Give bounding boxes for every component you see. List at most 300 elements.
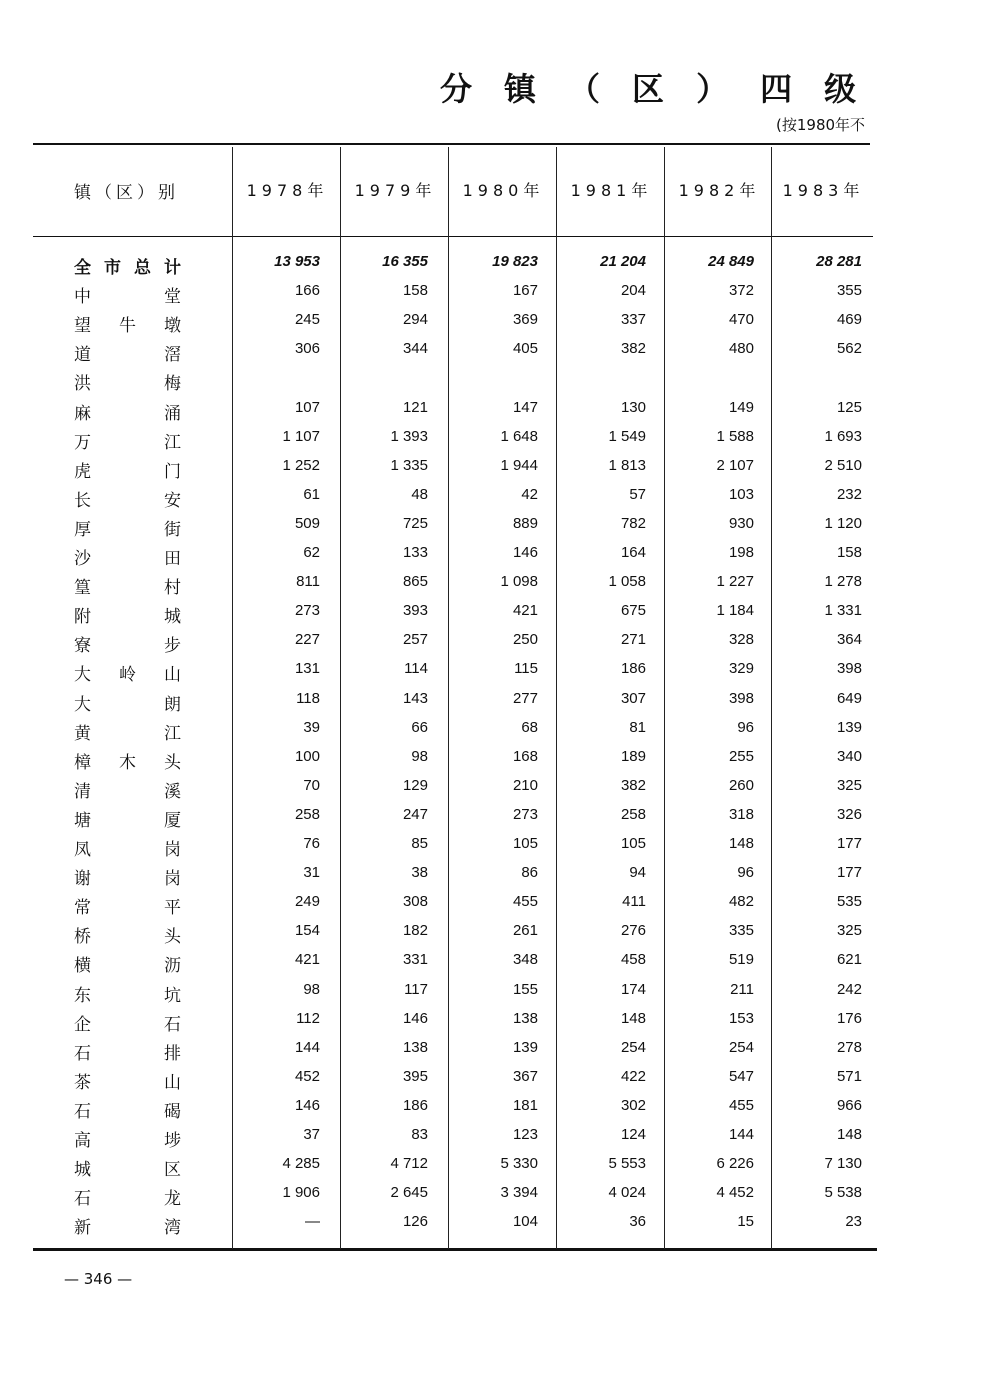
title-char: 四 xyxy=(760,70,795,108)
table-row xyxy=(0,369,1000,393)
title-char: 镇 xyxy=(504,70,539,108)
cell-value: 367 xyxy=(512,1068,538,1085)
row-name-char: 东 xyxy=(74,986,91,1006)
cell-value: 242 xyxy=(836,981,862,998)
cell-value: 273 xyxy=(512,806,538,823)
row-name-char: 区 xyxy=(164,1160,181,1180)
cell-value: 166 xyxy=(294,282,320,299)
cell-value: 455 xyxy=(512,893,538,910)
cell-value: 124 xyxy=(620,1126,646,1143)
row-name xyxy=(74,399,182,423)
cell-value: 278 xyxy=(836,1039,862,1056)
cell-value: 158 xyxy=(402,282,428,299)
row-name-char: 谢 xyxy=(74,869,91,889)
row-name xyxy=(74,864,182,888)
row-name-char: 望 xyxy=(74,316,91,336)
row-name-char: 厦 xyxy=(164,811,181,831)
row-name xyxy=(74,457,182,481)
cell-value: 2 645 xyxy=(390,1184,428,1201)
cell-value: 168 xyxy=(512,748,538,765)
table-row xyxy=(0,399,1000,423)
cell-value: 469 xyxy=(836,311,862,328)
row-name xyxy=(74,660,182,684)
row-name-char: 头 xyxy=(164,753,181,773)
cell-value: 2 107 xyxy=(716,457,754,474)
row-name-char: 山 xyxy=(164,1073,181,1093)
cell-value: 144 xyxy=(294,1039,320,1056)
cell-value: 535 xyxy=(836,893,862,910)
cell-value: 470 xyxy=(728,311,754,328)
cell-value: 94 xyxy=(629,864,646,881)
cell-value: 455 xyxy=(728,1097,754,1114)
row-name-char: 步 xyxy=(164,636,181,656)
cell-value: 452 xyxy=(294,1068,320,1085)
table-row xyxy=(0,544,1000,568)
cell-value: 6 226 xyxy=(716,1155,754,1172)
table-row xyxy=(0,893,1000,917)
row-name-char: 厚 xyxy=(74,520,91,540)
row-name-char: 岗 xyxy=(164,840,181,860)
cell-value: 4 712 xyxy=(390,1155,428,1172)
table-bottom-rule xyxy=(33,1248,877,1251)
cell-value: 144 xyxy=(728,1126,754,1143)
cell-value: 13 953 xyxy=(274,253,320,270)
cell-value: 307 xyxy=(620,690,646,707)
cell-value: 571 xyxy=(836,1068,862,1085)
cell-value: 1 648 xyxy=(500,428,538,445)
cell-value: 547 xyxy=(728,1068,754,1085)
cell-value: 7 130 xyxy=(824,1155,862,1172)
column-header-year: 1982年 xyxy=(678,181,761,200)
cell-value: 105 xyxy=(512,835,538,852)
cell-value: 276 xyxy=(620,922,646,939)
cell-value: 258 xyxy=(294,806,320,823)
cell-value: 62 xyxy=(303,544,320,561)
table-row xyxy=(0,428,1000,452)
column-header-year: 1979年 xyxy=(354,181,437,200)
cell-value: 39 xyxy=(303,719,320,736)
table-row xyxy=(0,486,1000,510)
row-name-char: 村 xyxy=(164,578,181,598)
cell-value: 167 xyxy=(512,282,538,299)
table-row xyxy=(0,922,1000,946)
cell-value: 148 xyxy=(620,1010,646,1027)
row-name-char: 寮 xyxy=(74,636,91,656)
cell-value: 117 xyxy=(404,981,428,998)
row-name-char: 塘 xyxy=(74,811,91,831)
cell-value: 182 xyxy=(402,922,428,939)
cell-value: 966 xyxy=(836,1097,862,1114)
page-number: — 346 — xyxy=(64,1270,133,1288)
cell-value: 100 xyxy=(294,748,320,765)
cell-value: 1 107 xyxy=(282,428,320,445)
cell-value: 326 xyxy=(836,806,862,823)
cell-value: — xyxy=(305,1213,320,1230)
row-name xyxy=(74,690,182,714)
row-name xyxy=(74,748,182,772)
table-row xyxy=(0,1126,1000,1150)
cell-value: 325 xyxy=(836,777,862,794)
table-row xyxy=(0,864,1000,888)
cell-value: 38 xyxy=(411,864,428,881)
cell-value: 344 xyxy=(402,340,428,357)
cell-value: 480 xyxy=(728,340,754,357)
cell-value: 148 xyxy=(836,1126,862,1143)
cell-value: 811 xyxy=(296,573,320,590)
row-name-char: 清 xyxy=(74,782,91,802)
cell-value: 482 xyxy=(728,893,754,910)
cell-value: 277 xyxy=(512,690,538,707)
cell-value: 155 xyxy=(512,981,538,998)
row-name xyxy=(74,1097,182,1121)
row-name xyxy=(74,253,182,277)
row-name-char: 石 xyxy=(74,1102,91,1122)
cell-value: 143 xyxy=(402,690,428,707)
cell-value: 382 xyxy=(620,340,646,357)
cell-value: 16 355 xyxy=(382,253,428,270)
row-name-char: 黄 xyxy=(74,724,91,744)
row-name-char: 虎 xyxy=(74,462,91,482)
cell-value: 458 xyxy=(620,951,646,968)
cell-value: 121 xyxy=(402,399,428,416)
row-name-char: 茶 xyxy=(74,1073,91,1093)
cell-value: 118 xyxy=(296,690,320,707)
row-name-char: 企 xyxy=(74,1015,91,1035)
cell-value: 395 xyxy=(402,1068,428,1085)
cell-value: 306 xyxy=(294,340,320,357)
cell-value: 37 xyxy=(303,1126,320,1143)
row-name-char: 石 xyxy=(74,1189,91,1209)
cell-value: 337 xyxy=(620,311,646,328)
cell-value: 139 xyxy=(836,719,862,736)
table-row xyxy=(0,981,1000,1005)
cell-value: 81 xyxy=(629,719,646,736)
table-row xyxy=(0,1213,1000,1237)
cell-value: 189 xyxy=(620,748,646,765)
cell-value: 930 xyxy=(728,515,754,532)
cell-value: 210 xyxy=(512,777,538,794)
cell-value: 1 184 xyxy=(716,602,754,619)
table-row xyxy=(0,1039,1000,1063)
row-name xyxy=(74,1068,182,1092)
row-name-char: 安 xyxy=(164,491,181,511)
cell-value: 4 285 xyxy=(282,1155,320,1172)
row-name-char: 总 xyxy=(134,258,151,278)
cell-value: 19 823 xyxy=(492,253,538,270)
table-row xyxy=(0,515,1000,539)
cell-value: 254 xyxy=(728,1039,754,1056)
row-name xyxy=(74,311,182,335)
cell-value: 126 xyxy=(402,1213,428,1230)
column-header-year: 1978年 xyxy=(246,181,329,200)
cell-value: 1 693 xyxy=(824,428,862,445)
cell-value: 340 xyxy=(836,748,862,765)
row-name-char: 梅 xyxy=(164,374,181,394)
cell-value: 114 xyxy=(404,660,428,677)
cell-value: 1 252 xyxy=(282,457,320,474)
cell-value: 4 024 xyxy=(608,1184,646,1201)
row-name-char: 洪 xyxy=(74,374,91,394)
total-row xyxy=(0,253,1000,277)
cell-value: 355 xyxy=(836,282,862,299)
row-name-char: 堂 xyxy=(164,287,181,307)
cell-value: 176 xyxy=(836,1010,862,1027)
cell-value: 66 xyxy=(411,719,428,736)
cell-value: 245 xyxy=(294,311,320,328)
cell-value: 5 330 xyxy=(500,1155,538,1172)
cell-value: 138 xyxy=(402,1039,428,1056)
cell-value: 302 xyxy=(620,1097,646,1114)
header-divider xyxy=(33,236,873,237)
cell-value: 725 xyxy=(402,515,428,532)
row-name-char: 长 xyxy=(74,491,91,511)
table-row xyxy=(0,1155,1000,1179)
cell-value: 105 xyxy=(620,835,646,852)
cell-value: 1 120 xyxy=(824,515,862,532)
cell-value: 328 xyxy=(728,631,754,648)
cell-value: 148 xyxy=(728,835,754,852)
cell-value: 198 xyxy=(728,544,754,561)
row-name-char: 计 xyxy=(164,258,181,278)
cell-value: 271 xyxy=(620,631,646,648)
table-row xyxy=(0,1068,1000,1092)
cell-value: 112 xyxy=(296,1010,320,1027)
row-name-char: 排 xyxy=(164,1044,181,1064)
row-name-char: 万 xyxy=(74,433,91,453)
cell-value: 5 553 xyxy=(608,1155,646,1172)
row-name-char: 门 xyxy=(164,462,181,482)
table-row xyxy=(0,282,1000,306)
page-subtitle: (按1980年不 xyxy=(776,116,866,134)
row-name-char: 城 xyxy=(164,607,181,627)
cell-value: 364 xyxy=(836,631,862,648)
table-row xyxy=(0,690,1000,714)
cell-value: 422 xyxy=(620,1068,646,1085)
table-row xyxy=(0,951,1000,975)
cell-value: 15 xyxy=(737,1213,754,1230)
cell-value: 177 xyxy=(836,864,862,881)
cell-value: 519 xyxy=(728,951,754,968)
table-row xyxy=(0,748,1000,772)
cell-value: 146 xyxy=(512,544,538,561)
cell-value: 308 xyxy=(402,893,428,910)
cell-value: 398 xyxy=(728,690,754,707)
row-name-char: 岗 xyxy=(164,869,181,889)
cell-value: 405 xyxy=(512,340,538,357)
row-name-char: 横 xyxy=(74,956,91,976)
cell-value: 675 xyxy=(620,602,646,619)
cell-value: 149 xyxy=(728,399,754,416)
cell-value: 335 xyxy=(728,922,754,939)
cell-value: 258 xyxy=(620,806,646,823)
cell-value: 1 098 xyxy=(500,573,538,590)
row-name-char: 涌 xyxy=(164,404,181,424)
cell-value: 255 xyxy=(728,748,754,765)
row-name xyxy=(74,515,182,539)
column-header-year: 1980年 xyxy=(462,181,545,200)
row-name-char: 江 xyxy=(164,724,181,744)
cell-value: 158 xyxy=(836,544,862,561)
table-row xyxy=(0,806,1000,830)
row-name xyxy=(74,1184,182,1208)
table-row xyxy=(0,573,1000,597)
cell-value: 1 393 xyxy=(390,428,428,445)
row-name-char: 沙 xyxy=(74,549,91,569)
row-name-char: 碣 xyxy=(164,1102,181,1122)
cell-value: 1 813 xyxy=(608,457,646,474)
row-name-char: 街 xyxy=(164,520,181,540)
row-name-char: 江 xyxy=(164,433,181,453)
row-name-char: 龙 xyxy=(164,1189,181,1209)
cell-value: 131 xyxy=(294,660,320,677)
row-name xyxy=(74,1039,182,1063)
cell-value: 4 452 xyxy=(716,1184,754,1201)
cell-value: 621 xyxy=(836,951,862,968)
cell-value: 61 xyxy=(303,486,320,503)
cell-value: 411 xyxy=(622,893,646,910)
cell-value: 261 xyxy=(512,922,538,939)
cell-value: 70 xyxy=(303,777,320,794)
cell-value: 23 xyxy=(845,1213,862,1230)
cell-value: 139 xyxy=(512,1039,538,1056)
cell-value: 1 278 xyxy=(824,573,862,590)
table-row xyxy=(0,719,1000,743)
column-header-year: 1983年 xyxy=(782,181,865,200)
cell-value: 181 xyxy=(512,1097,538,1114)
cell-value: 421 xyxy=(294,951,320,968)
row-name-char: 木 xyxy=(119,753,136,773)
cell-value: 138 xyxy=(512,1010,538,1027)
column-header-district: 镇（区）别 xyxy=(74,183,179,203)
row-name xyxy=(74,573,182,597)
table-row xyxy=(0,1010,1000,1034)
cell-value: 24 849 xyxy=(708,253,754,270)
cell-value: 649 xyxy=(836,690,862,707)
cell-value: 177 xyxy=(836,835,862,852)
cell-value: 1 227 xyxy=(716,573,754,590)
cell-value: 36 xyxy=(629,1213,646,1230)
cell-value: 562 xyxy=(836,340,862,357)
cell-value: 186 xyxy=(620,660,646,677)
row-name-char: 附 xyxy=(74,607,91,627)
row-name xyxy=(74,806,182,830)
row-name-char: 全 xyxy=(74,258,91,278)
cell-value: 186 xyxy=(402,1097,428,1114)
row-name-char: 篁 xyxy=(74,578,91,598)
table-top-rule xyxy=(33,143,870,145)
title-char: 级 xyxy=(824,70,859,108)
cell-value: 331 xyxy=(402,951,428,968)
cell-value: 865 xyxy=(402,573,428,590)
cell-value: 123 xyxy=(512,1126,538,1143)
cell-value: 174 xyxy=(620,981,646,998)
cell-value: 372 xyxy=(728,282,754,299)
cell-value: 3 394 xyxy=(500,1184,538,1201)
cell-value: 227 xyxy=(294,631,320,648)
cell-value: 146 xyxy=(294,1097,320,1114)
cell-value: 211 xyxy=(730,981,754,998)
cell-value: 509 xyxy=(294,515,320,532)
cell-value: 318 xyxy=(728,806,754,823)
cell-value: 129 xyxy=(402,777,428,794)
title-char: ） xyxy=(696,70,731,108)
row-name xyxy=(74,631,182,655)
cell-value: 48 xyxy=(411,486,428,503)
row-name xyxy=(74,602,182,626)
table-row xyxy=(0,340,1000,364)
cell-value: 21 204 xyxy=(600,253,646,270)
cell-value: 1 335 xyxy=(390,457,428,474)
row-name-char: 常 xyxy=(74,898,91,918)
row-name-char: 坑 xyxy=(164,986,181,1006)
row-name-char: 城 xyxy=(74,1160,91,1180)
row-name-char: 墩 xyxy=(164,316,181,336)
cell-value: 294 xyxy=(402,311,428,328)
title-char: （ xyxy=(568,70,603,108)
cell-value: 76 xyxy=(303,835,320,852)
table-row xyxy=(0,311,1000,335)
cell-value: 382 xyxy=(620,777,646,794)
table-row xyxy=(0,835,1000,859)
cell-value: 398 xyxy=(836,660,862,677)
row-name-char: 埗 xyxy=(164,1131,181,1151)
cell-value: 2 510 xyxy=(824,457,862,474)
cell-value: 260 xyxy=(728,777,754,794)
row-name-char: 湾 xyxy=(164,1218,181,1238)
row-name-char: 头 xyxy=(164,927,181,947)
cell-value: 133 xyxy=(402,544,428,561)
cell-value: 5 538 xyxy=(824,1184,862,1201)
row-name-char: 樟 xyxy=(74,753,91,773)
cell-value: 28 281 xyxy=(816,253,862,270)
row-name-char: 牛 xyxy=(119,316,136,336)
cell-value: 86 xyxy=(521,864,538,881)
row-name-char: 山 xyxy=(164,665,181,685)
cell-value: 83 xyxy=(411,1126,428,1143)
title-char: 区 xyxy=(632,70,667,108)
cell-value: 1 058 xyxy=(608,573,646,590)
cell-value: 147 xyxy=(512,399,538,416)
cell-value: 154 xyxy=(294,922,320,939)
row-name xyxy=(74,1010,182,1034)
row-name-char: 石 xyxy=(164,1015,181,1035)
cell-value: 273 xyxy=(294,602,320,619)
cell-value: 232 xyxy=(836,486,862,503)
row-name-char: 沥 xyxy=(164,956,181,976)
row-name xyxy=(74,719,182,743)
cell-value: 889 xyxy=(512,515,538,532)
row-name-char: 滘 xyxy=(164,345,181,365)
column-header-year: 1981年 xyxy=(570,181,653,200)
row-name-char: 桥 xyxy=(74,927,91,947)
row-name xyxy=(74,369,182,393)
cell-value: 146 xyxy=(402,1010,428,1027)
cell-value: 57 xyxy=(629,486,646,503)
cell-value: 107 xyxy=(294,399,320,416)
cell-value: 393 xyxy=(402,602,428,619)
cell-value: 96 xyxy=(737,864,754,881)
table-row xyxy=(0,631,1000,655)
cell-value: 130 xyxy=(620,399,646,416)
row-name xyxy=(74,544,182,568)
cell-value: 782 xyxy=(620,515,646,532)
cell-value: 153 xyxy=(728,1010,754,1027)
cell-value: 1 588 xyxy=(716,428,754,445)
cell-value: 68 xyxy=(521,719,538,736)
cell-value: 257 xyxy=(402,631,428,648)
row-name-char: 田 xyxy=(164,549,181,569)
row-name xyxy=(74,1155,182,1179)
